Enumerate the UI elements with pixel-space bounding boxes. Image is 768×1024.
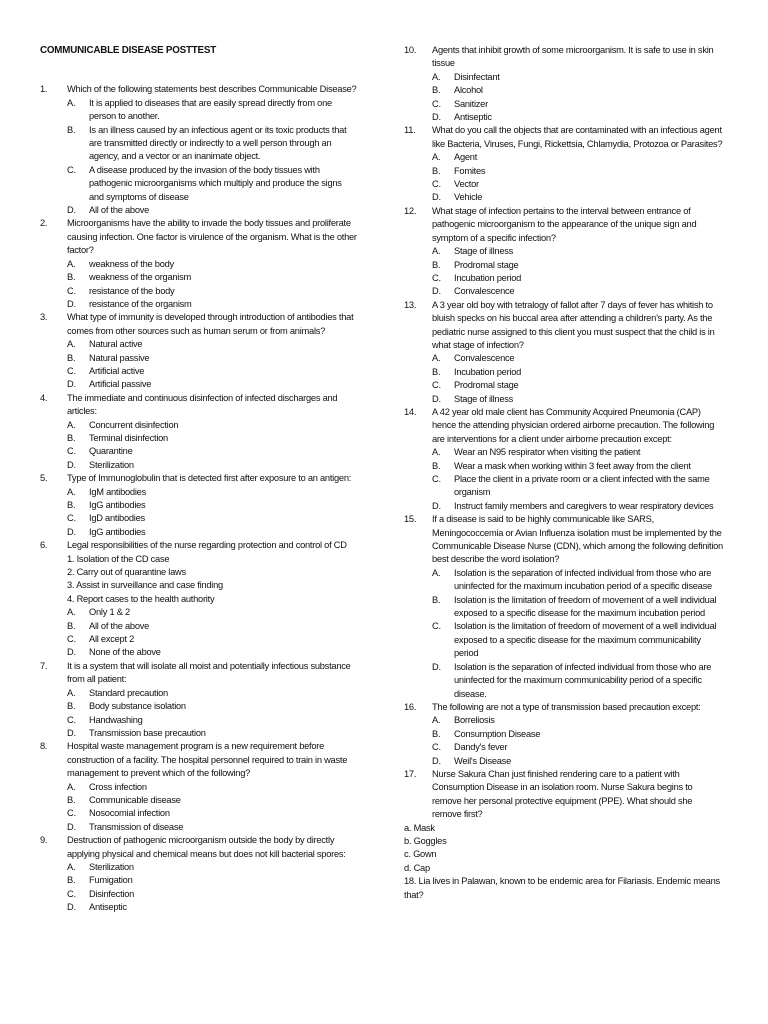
question-number: 3. [40,312,48,323]
answer-option [432,285,724,298]
option-letter: B. [432,366,441,377]
option-letter: D. [432,661,441,672]
option-letter: B. [67,124,76,135]
option-letter: C. [67,365,76,376]
option-letter: B. [432,85,441,96]
option-text: Nosocomial infection [89,808,170,819]
question-text: Which of the following statements best describes Communicable Disease? [67,84,357,95]
option-text: Antiseptic [454,112,492,123]
option-text: Only 1 & 2 [89,607,130,618]
answer-option [432,165,724,178]
option-letter: C. [432,179,441,190]
option-letter: C. [432,98,441,109]
answer-option [432,245,724,258]
option-letter: C. [67,714,76,725]
question-number: 11. [404,125,416,136]
answer-option [432,379,724,392]
answer-option [67,888,358,901]
option-text: resistance of the organism [89,298,192,309]
question-number: 6. [40,540,48,551]
option-text: Vehicle [454,192,483,203]
answer-option [67,445,358,458]
question-18: 18. Lia lives in Palawan, known to be endemic area for Filariasis. Endemic means that? [404,876,720,900]
answer-option [67,700,358,713]
option-letter: D. [67,298,76,309]
question-number: 8. [40,741,48,752]
answer-option [67,365,358,378]
answer-option [432,473,724,500]
answer-option [67,124,358,164]
answer-option [67,298,358,311]
option-text: All except 2 [89,634,135,645]
answer-option [432,178,724,191]
option-text: Alcohol [454,85,483,96]
option-letter: B. [67,701,76,712]
question-number: 17. [404,768,417,779]
option-text: Body substance isolation [89,701,186,712]
question-text: The immediate and continuous disinfection of infected discharges and articles: [67,392,338,417]
option-letter: B. [67,432,76,443]
answer-option [432,352,724,365]
question-text: Microorganisms have the ability to invade the body tissues and proliferate causing infection. One factor is virulence of the organism. What is the other factor? [67,218,357,256]
option-text: It is applied to diseases that are easily spread directly from one person to another. [89,97,332,122]
answer-option [432,714,724,727]
option-text: Communicable disease [89,794,181,805]
option-text: All of the above [89,620,150,631]
answer-option [67,727,358,740]
option-letter: C. [67,446,76,457]
option-letter: B. [67,620,76,631]
question-item [40,834,358,914]
answer-option [67,378,358,391]
option-text: Concurrent disinfection [89,419,179,430]
question-item [404,299,724,406]
option-letter: D. [432,500,441,511]
question-item [40,217,358,311]
answer-option [67,606,358,619]
option-letter: C. [432,380,441,391]
left-column [40,44,358,915]
option-letter: A. [432,715,441,726]
question-text: Hospital waste management program is a new requirement before construction of a facility. The hospital personnel required to train in waste management to prevent which of the following? [67,741,348,779]
option-letter: D. [432,755,441,766]
option-text: Vector [454,179,479,190]
option-text: Wear a mask when working within 3 feet away from the client [454,460,691,471]
answer-option [67,499,358,512]
answer-option [67,687,358,700]
answer-option [432,98,724,111]
answer-option [432,272,724,285]
question-item [40,83,358,217]
answer-option [67,432,358,445]
question-item [404,701,724,768]
answer-option [67,633,358,646]
left-question-list [40,83,358,914]
option-text: IgD antibodies [89,513,145,524]
option-text: Is an illness caused by an infectious agent or its toxic products that are transmitted directly or indirectly to a well person through an agency, and a vector or an inanimate object. [89,124,347,162]
answer-option [67,620,358,633]
option-letter: B. [67,794,76,805]
option-text: Standard precaution [89,687,168,698]
option-letter: D. [67,526,76,537]
right-column [404,44,724,902]
answer-option [67,861,358,874]
question-text: It is a system that will isolate all moist and potentially infectious substance from all patient: [67,660,351,685]
answer-option [67,97,358,124]
option-text: weakness of the organism [89,272,192,283]
question-text: What do you call the objects that are contaminated with an infectious agent like Bacteria, Viruses, Fungi, Rickettsia, Chlamydia, Protozoa or Parasites? [432,125,723,149]
option-text: Handwashing [89,714,143,725]
option-letter: A. [432,152,441,163]
option-text: Incubation period [454,272,522,283]
answer-option [432,366,724,379]
answer-option [432,259,724,272]
option-letter: B. [432,594,441,605]
option-letter: D. [432,192,441,203]
question-text: A 42 year old male client has Community Acquired Pneumonia (CAP) hence the attending physician ordered airborne precaution. The following are interventions for a client under airborne precaution except: [432,406,715,444]
choice-line: c. Gown [404,849,437,860]
option-letter: A. [432,246,441,257]
answer-option [67,419,358,432]
question-text: If a disease is said to be highly communicable like SARS, Meningococcemia or Avian Influenza isolation must be implemented by the Communicable Disease Nurse (CDN), which among the following definition best describe the word isolation? [432,514,723,565]
option-letter: C. [67,513,76,524]
option-letter: D. [432,112,441,123]
q17-choices [404,822,724,876]
question-item [40,539,358,660]
option-text: Natural passive [89,352,150,363]
choice-line: a. Mask [404,822,435,833]
option-text: Transmission base precaution [89,727,206,738]
sub-item: 3. Assist in surveillance and case finding [67,580,223,591]
answer-option [67,807,358,820]
option-text: Isolation is the separation of infected individual from those who are uninfected for the maximum communicability period of a specific disease. [454,661,712,699]
option-text: None of the above [89,647,161,658]
answer-option [67,338,358,351]
answer-option [67,526,358,539]
question-text: The following are not a type of transmission based precaution except: [432,701,701,712]
option-text: Isolation is the separation of infected individual from those who are uninfected for the maximum incubation period of a specific disease [454,567,712,592]
choice-line: b. Goggles [404,835,447,846]
option-text: IgM antibodies [89,486,146,497]
answer-option [67,204,358,217]
option-text: IgG antibodies [89,526,146,537]
option-text: Artificial passive [89,379,152,390]
question-text: Nurse Sakura Chan just finished rendering care to a patient with Consumption Disease in an isolation room. Nurse Sakura begins to remove her personal protective equipment (PPE). What should she remove first? [432,768,693,820]
option-text: Agent [454,152,478,163]
option-letter: A. [67,258,76,269]
option-letter: A. [67,339,76,350]
answer-option [432,500,724,513]
option-letter: A. [67,861,76,872]
option-text: Quarantine [89,446,133,457]
question-item [404,513,724,701]
option-text: Wear an N95 respirator when visiting the patient [454,447,641,458]
question-item [40,311,358,391]
question-item [40,740,358,834]
answer-option [67,164,358,204]
option-letter: A. [432,447,441,458]
question-text: Agents that inhibit growth of some microorganism. It is safe to use in skin tissue [432,45,714,69]
option-text: Consumption Disease [454,728,541,739]
option-letter: B. [67,500,76,510]
option-letter: D. [67,647,76,658]
option-text: Borreliosis [454,715,495,726]
option-letter: D. [67,727,76,738]
option-letter: B. [432,728,441,739]
answer-option [432,111,724,124]
sub-item: 2. Carry out of quarantine laws [67,567,186,578]
option-letter: D. [67,821,76,832]
option-letter: D. [67,379,76,390]
option-text: Sterilization [89,861,134,872]
answer-option [67,794,358,807]
option-letter: A. [67,607,76,618]
answer-option [432,567,724,594]
option-letter: A. [432,567,441,578]
option-letter: C. [432,742,441,753]
option-text: weakness of the body [89,258,174,269]
option-letter: C. [432,474,441,484]
question-item [404,124,724,204]
option-letter: C. [432,272,441,283]
answer-option [432,460,724,473]
question-number: 16. [404,701,417,712]
question-item [40,392,358,472]
question-item [40,660,358,740]
question-number: 14. [404,406,417,417]
question-text: A 3 year old boy with tetralogy of fallot after 7 days of fever has whitish to bluish specks on his buccal area after attending a children’s party. As the pediatric nurse assigned to this client you must suspect that the child is in what stage of infection? [432,299,715,350]
choice-line: d. Cap [404,862,430,873]
question-number: 5. [40,473,48,484]
answer-option [432,151,724,164]
question-number: 1. [40,84,48,95]
question-number: 10. [404,45,417,55]
option-letter: A. [432,353,441,364]
answer-option [67,781,358,794]
option-text: Cross infection [89,781,147,792]
option-text: Weil's Disease [454,755,512,766]
question-text: Destruction of pathogenic microorganism outside the body by directly applying physical and chemical means but does not kill bacterial spores: [67,835,346,859]
answer-option [432,728,724,741]
answer-option [67,352,358,365]
answer-option [67,714,358,727]
answer-option [432,755,724,768]
answer-option [67,486,358,499]
question-text: What stage of infection pertains to the interval between entrance of pathogenic microorganism to the appearance of the unique sign and symptom of a specific infection? [432,205,697,243]
answer-option [432,191,724,204]
option-text: Convalescence [454,353,515,364]
question-text: Type of Immunoglobulin that is detected first after exposure to an antigen: [67,473,352,484]
answer-option [432,594,724,621]
option-text: Disinfectant [454,71,500,82]
option-letter: C. [67,285,76,296]
question-number: 9. [40,835,48,846]
option-text: Artificial active [89,365,145,376]
answer-option [432,446,724,459]
option-text: Sanitizer [454,98,488,109]
option-letter: C. [67,634,76,645]
answer-option [432,620,724,660]
answer-option [432,661,724,701]
right-question-list [404,44,724,822]
option-letter: B. [67,272,76,283]
option-text: Dandy's fever [454,742,508,753]
option-text: Convalescence [454,286,515,297]
question-number: 13. [404,299,417,310]
option-text: Instruct family members and caregivers to wear respiratory devices [454,500,714,511]
option-text: Place the client in a private room or a client infected with the same organism [454,474,710,498]
question-number: 2. [40,218,48,229]
option-text: All of the above [89,205,150,216]
question-item [40,472,358,539]
question-text: What type of immunity is developed through introduction of antibodies that comes from other sources such as human serum or from animals? [67,312,354,336]
answer-option [67,271,358,284]
option-text: Disinfection [89,888,135,899]
option-letter: A. [67,419,76,430]
question-number: 12. [404,205,417,216]
answer-option [67,258,358,271]
option-text: IgG antibodies [89,500,146,510]
option-letter: A. [67,486,76,497]
option-text: Terminal disinfection [89,432,168,443]
option-letter: C. [67,164,76,175]
option-letter: C. [432,621,441,632]
option-text: resistance of the body [89,285,175,296]
answer-option [432,71,724,84]
question-item [404,44,724,124]
option-text: Isolation is the limitation of freedom of movement of a well individual exposed to a specific disease for the maximum incubation period [454,594,717,619]
option-text: Transmission of disease [89,821,184,832]
option-letter: A. [432,71,441,82]
page-title: COMMUNICABLE DISEASE POSTTEST [40,45,216,56]
option-text: Sterilization [89,459,134,470]
answer-option [67,821,358,834]
option-letter: B. [432,259,441,270]
question-number: 7. [40,660,48,671]
answer-option [67,459,358,472]
option-letter: B. [432,460,441,471]
option-letter: D. [67,205,76,216]
option-letter: D. [67,902,76,913]
option-letter: A. [67,97,76,108]
option-text: Natural active [89,339,143,350]
question-item [404,406,724,513]
option-text: Antiseptic [89,902,127,913]
question-number: 4. [40,392,48,403]
question-number: 15. [404,514,417,525]
answer-option [67,901,358,914]
option-text: Fomites [454,165,486,176]
answer-option [432,84,724,97]
option-text: Stage of illness [454,393,514,404]
option-letter: B. [67,875,76,886]
question-text: Legal responsibilities of the nurse regarding protection and control of CD [67,540,347,551]
option-text: Prodromal stage [454,380,519,391]
sub-item: 1. Isolation of the CD case [67,553,170,564]
answer-option [432,393,724,406]
question-item [404,205,724,299]
option-letter: B. [432,165,441,176]
option-letter: A. [67,687,76,698]
option-text: Prodromal stage [454,259,519,270]
option-text: Stage of illness [454,246,514,257]
option-letter: B. [67,352,76,363]
option-letter: D. [432,286,441,297]
answer-option [67,512,358,525]
option-letter: C. [67,808,76,819]
answer-option [67,646,358,659]
option-text: Fumigation [89,875,133,886]
answer-option [67,874,358,887]
option-letter: D. [67,459,76,470]
option-letter: D. [432,393,441,404]
option-letter: C. [67,888,76,899]
question-item [404,768,724,822]
sub-item: 4. Report cases to the health authority [67,593,215,604]
answer-option [432,741,724,754]
option-text: Isolation is the limitation of freedom of movement of a well individual exposed to a specific disease for the maximum communicability period [454,621,717,659]
option-text: A disease produced by the invasion of the body tissues with pathogenic microorganisms which multiply and produce the signs and symptoms of disease [89,164,342,202]
answer-option [67,285,358,298]
option-text: Incubation period [454,366,522,377]
option-letter: A. [67,781,76,792]
